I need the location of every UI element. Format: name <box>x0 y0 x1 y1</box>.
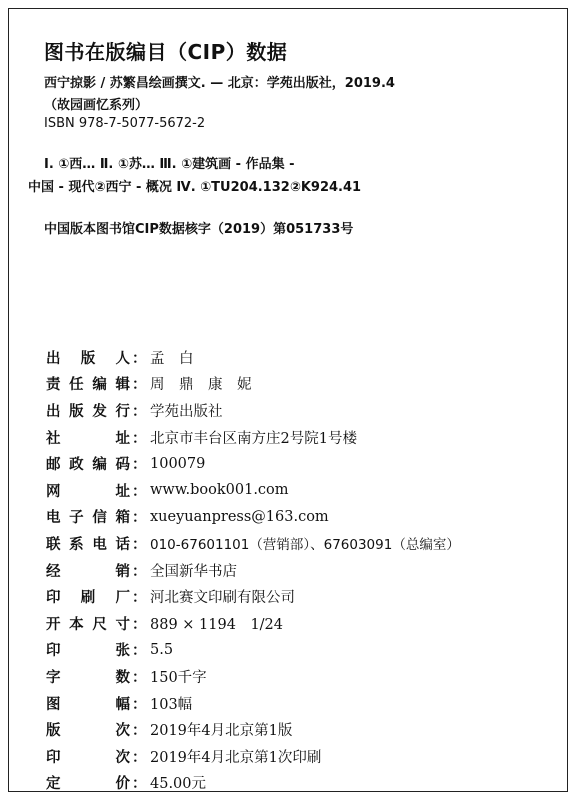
cip-classification-2: 中国 - 现代②西宁 - 概况 Ⅳ. ①TU204.132②K924.41 <box>28 180 362 195</box>
info-label-char: 人 <box>115 350 130 367</box>
info-row-phone: 联 系 电 话 ： 010-67601101（营销部）、67603091（总编室） <box>46 530 546 557</box>
info-label-char: 尺 <box>92 616 107 633</box>
info-label-char: 箱 <box>115 510 130 527</box>
cip-data-number: 中国版本图书馆CIP数据核字（2019）第051733号 <box>44 222 354 237</box>
info-value: 150千字 <box>150 669 207 686</box>
info-label-char: 经 <box>46 563 61 580</box>
cip-title-line: 西宁掠影 / 苏繁昌绘画撰文. — 北京：学苑出版社，2019.4 <box>44 76 395 91</box>
info-label <box>46 586 130 607</box>
info-row-price: 定 价 ： 45.00元 <box>46 770 546 797</box>
info-row-email: 电 子 信 箱 ： xueyuanpress@163.com <box>46 504 546 531</box>
info-label <box>46 746 130 767</box>
info-label-char: 电 <box>46 510 61 527</box>
info-label-char: 码 <box>115 457 130 474</box>
info-value: 2019年4月北京第1版 <box>150 723 293 740</box>
info-value: 学苑出版社 <box>150 403 223 420</box>
info-value: xueyuanpress@163.com <box>150 508 329 525</box>
info-label <box>46 533 130 554</box>
info-label <box>46 560 130 581</box>
info-label <box>46 347 130 368</box>
info-label <box>46 427 130 448</box>
info-label-char: 厂 <box>115 590 130 607</box>
info-label-char: 出 <box>46 403 61 420</box>
info-row-distributor: 经 销 ： 全国新华书店 <box>46 557 546 584</box>
info-row-format: 开 本 尺 寸 ： 889 × 1194 1/24 <box>46 610 546 637</box>
info-label-char: 价 <box>115 776 130 793</box>
info-label-char: 版 <box>46 723 61 740</box>
info-label-char: 字 <box>46 669 61 686</box>
info-label-char: 开 <box>46 616 61 633</box>
info-label-char: 任 <box>69 377 84 394</box>
info-value: 河北赛文印刷有限公司 <box>150 590 295 607</box>
publication-info-list <box>46 344 546 796</box>
info-label-char: 话 <box>115 536 130 553</box>
info-label-char: 行 <box>115 403 130 420</box>
info-label-char: 社 <box>46 430 61 447</box>
info-value: 孟 白 <box>150 350 194 367</box>
info-label-char: 图 <box>46 696 61 713</box>
info-label-char: 幅 <box>115 696 130 713</box>
cip-title: 图书在版编目（CIP）数据 <box>44 40 288 64</box>
info-label-char: 出 <box>46 350 61 367</box>
info-row-postcode: 邮 政 编 码 ： 100079 <box>46 450 546 477</box>
info-label-char: 发 <box>92 403 107 420</box>
info-label-char: 政 <box>69 457 84 474</box>
info-label <box>46 506 130 527</box>
info-row-printing: 印 次 ： 2019年4月北京第1次印刷 <box>46 743 546 770</box>
info-value: 5.5 <box>150 641 174 658</box>
info-label-char: 子 <box>69 510 84 527</box>
info-value: 100079 <box>150 455 206 472</box>
info-row-printer: 印 刷 厂 ： 河北赛文印刷有限公司 <box>46 583 546 610</box>
info-label <box>46 719 130 740</box>
info-row-publisher: 出 版 发 行 ： 学苑出版社 <box>46 397 546 424</box>
info-label-char: 张 <box>115 643 130 660</box>
info-label <box>46 693 130 714</box>
cip-series-line: （故园画忆系列） <box>44 98 149 113</box>
info-label-char: 印 <box>46 749 61 766</box>
info-label <box>46 772 130 793</box>
info-label-char: 联 <box>46 536 61 553</box>
cip-classification-1: Ⅰ. ①西… Ⅱ. ①苏… Ⅲ. ①建筑画 - 作品集 - <box>44 157 295 172</box>
info-label-char: 刷 <box>80 590 96 607</box>
info-label-char: 址 <box>115 483 130 500</box>
info-label-char: 编 <box>92 457 107 474</box>
info-label-char: 数 <box>115 669 130 686</box>
info-label <box>46 639 130 660</box>
info-label-char: 印 <box>46 590 61 607</box>
info-value: 北京市丰台区南方庄2号院1号楼 <box>150 430 357 447</box>
info-row-editor: 责 任 编 辑 ： 周 鼎 康 妮 <box>46 371 546 398</box>
info-value: 2019年4月北京第1次印刷 <box>150 749 322 766</box>
info-value: 103幅 <box>150 696 193 713</box>
info-value: 889 × 1194 1/24 <box>150 616 284 633</box>
info-label-char: 寸 <box>115 616 130 633</box>
info-value: 45.00元 <box>150 776 207 793</box>
info-row-website: 网 址 ： www.book001.com <box>46 477 546 504</box>
info-label-char: 销 <box>115 563 130 580</box>
info-label-char: 信 <box>92 510 107 527</box>
info-label-char: 版 <box>69 403 84 420</box>
info-value: www.book001.com <box>150 482 289 499</box>
info-label-char: 印 <box>46 643 61 660</box>
info-label-char: 责 <box>46 377 61 394</box>
info-row-edition: 版 次 ： 2019年4月北京第1版 <box>46 716 546 743</box>
info-label-char: 本 <box>69 616 84 633</box>
info-label <box>46 453 130 474</box>
info-label-char: 版 <box>80 350 96 367</box>
cip-isbn: ISBN 978-7-5077-5672-2 <box>44 116 206 131</box>
info-value: 010-67601101（营销部）、67603091（总编室） <box>150 537 460 554</box>
info-label <box>46 480 130 501</box>
info-label-char: 址 <box>115 430 130 447</box>
info-label-char: 电 <box>92 536 107 553</box>
info-value: 周 鼎 康 妮 <box>150 377 252 394</box>
info-row-word-count: 字 数 ： 150千字 <box>46 663 546 690</box>
info-row-publisher-person: 出 版 人 ： 孟 白 <box>46 344 546 371</box>
info-row-sheets: 印 张 ： 5.5 <box>46 637 546 664</box>
info-label-char: 邮 <box>46 457 61 474</box>
info-label-char: 定 <box>46 776 61 793</box>
info-label-char: 编 <box>92 377 107 394</box>
info-label-char: 辑 <box>115 377 130 394</box>
info-label <box>46 613 130 634</box>
info-label-char: 次 <box>115 749 130 766</box>
info-row-address: 社 址 ： 北京市丰台区南方庄2号院1号楼 <box>46 424 546 451</box>
info-label <box>46 666 130 687</box>
info-row-illustrations: 图 幅 ： 103幅 <box>46 690 546 717</box>
info-label-char: 次 <box>115 723 130 740</box>
info-label <box>46 373 130 394</box>
info-label-char: 网 <box>46 483 61 500</box>
info-value: 全国新华书店 <box>150 563 237 580</box>
info-label <box>46 400 130 421</box>
info-label-char: 系 <box>69 536 84 553</box>
